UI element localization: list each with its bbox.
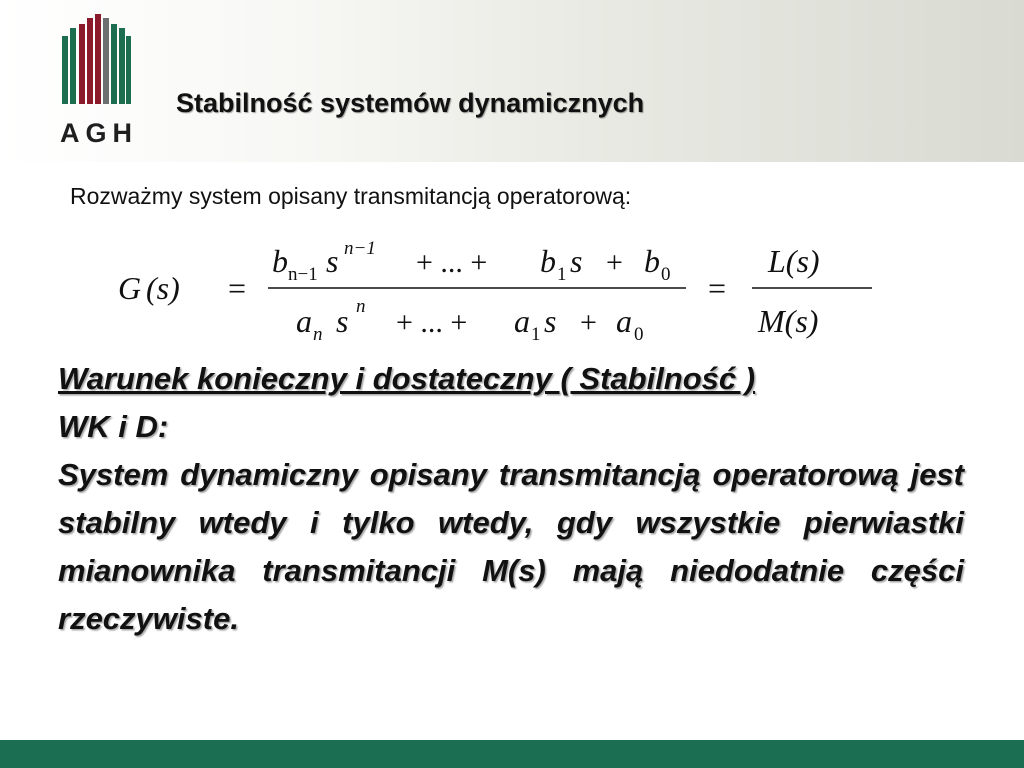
num-plus: + (606, 246, 623, 279)
condition-heading: Warunek konieczny i dostateczny ( Stabilność ) (58, 361, 756, 396)
logo-text: AGH (60, 118, 138, 148)
den-mid: + ... + (396, 306, 468, 339)
num-s1-sup: n−1 (344, 238, 376, 259)
den-a1: a (296, 303, 312, 339)
rhs-denominator: M(s) (758, 303, 819, 339)
num-mid: + ... + (416, 246, 488, 279)
num-s2: s (570, 243, 583, 279)
num-b3: b (644, 243, 660, 279)
slide-header (0, 0, 1024, 162)
num-b1-sub: n−1 (288, 264, 318, 285)
num-s1: s (326, 243, 339, 279)
formula-G: G (118, 270, 142, 306)
den-a3-sub: 0 (634, 324, 644, 345)
intro-text: Rozważmy system opisany transmitancją operatorową: (70, 183, 632, 209)
den-a2: a (514, 303, 530, 339)
num-b1: b (272, 243, 288, 279)
footer-bar (0, 740, 1024, 768)
num-b3-sub: 0 (661, 264, 671, 285)
formula-equals-1: = (228, 270, 247, 306)
den-a2-sub: 1 (531, 324, 541, 345)
den-s2: s (544, 303, 557, 339)
condition-paragraph: System dynamiczny opisany transmitancją operatorową jest stabilny wtedy i tylko wtedy, gdy wszystkie pierwiastki mianownika transmitancji M(s) mają niedodatnie części rzeczywiste. (58, 457, 964, 636)
agh-logo-icon (60, 14, 132, 114)
agh-logo (60, 14, 138, 148)
den-plus: + (580, 306, 597, 339)
stability-condition (58, 355, 964, 643)
formula-arg: (s) (146, 270, 180, 306)
den-a1-sub: n (313, 324, 323, 345)
transfer-function-formula (100, 232, 900, 350)
slide-title: Stabilność systemów dynamicznych (176, 88, 645, 118)
den-a3: a (616, 303, 632, 339)
formula-equals-2: = (708, 270, 727, 306)
num-b2: b (540, 243, 556, 279)
rhs-numerator: L(s) (768, 243, 820, 279)
num-b2-sub: 1 (557, 264, 567, 285)
den-s1-sup: n (356, 296, 366, 317)
condition-subheading: WK i D: (58, 409, 169, 444)
den-s1: s (336, 303, 349, 339)
